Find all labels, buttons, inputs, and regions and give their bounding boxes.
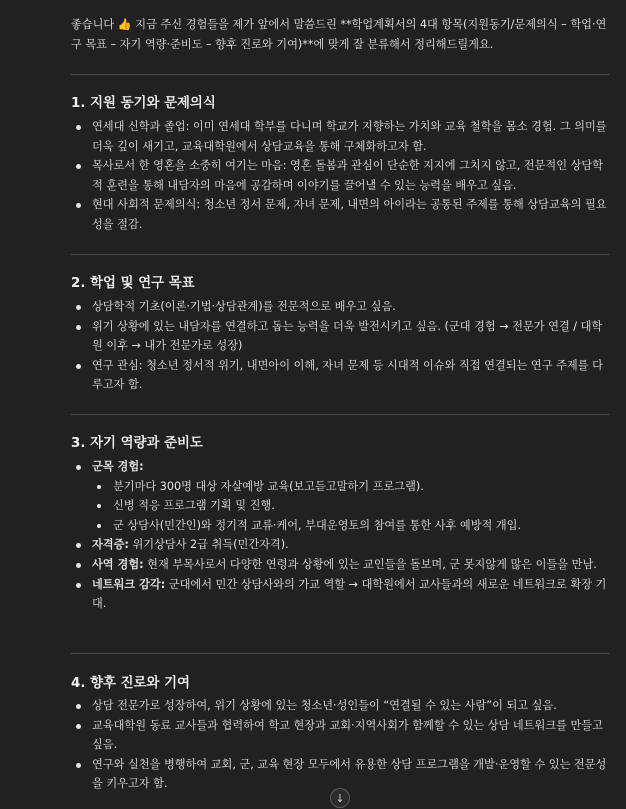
thumbs-up-icon: 👍 — [117, 18, 132, 31]
list-item — [71, 716, 611, 755]
bullet-icon — [76, 364, 81, 369]
bullet-icon — [76, 325, 81, 330]
network-label: 네트워크 감각: — [92, 577, 166, 591]
military-sublist — [92, 477, 611, 536]
network-text: 군대에서 민간 상담사와의 가교 역할 → 대학원에서 교사들과의 새로운 네트워크로 확장 기대. — [92, 577, 607, 611]
section-4-heading: 4. 향후 진로와 기여 — [71, 676, 190, 691]
list-item — [71, 297, 611, 317]
sub-list-item-text: 분기마다 300명 대상 자살예방 교육(보고듣고말하기 프로그램). — [113, 479, 424, 493]
section-2-heading: 2. 학업 및 연구 목표 — [71, 276, 195, 291]
bullet-icon — [76, 203, 81, 208]
list-item — [71, 317, 611, 356]
bullet-icon — [76, 465, 81, 470]
section-2-list — [71, 297, 611, 395]
list-item-text: 상담 전문가로 성장하여, 위기 상황에 있는 청소년·성인들이 “연결될 수 있는 사람”이 되고 싶음. — [92, 699, 557, 712]
sub-list-item-text: 신병 적응 프로그램 기획 및 진행. — [113, 499, 275, 513]
intro-text-2: 지금 주신 경험들을 제가 앞에서 말씀드린 **학업계획서의 4대 항목(지원동기/문제의식 – 학업·연구 목표 – 자기 역량·준비도 – 향후 진로와 기여)**에 맞게 잘 분류해서 정리해드릴게요. — [71, 18, 607, 51]
military-label: 군목 경험: — [92, 460, 144, 473]
intro-paragraph — [71, 15, 611, 54]
list-item-text: 현대 사회적 문제의식: 청소년 정서 문제, 자녀 문제, 내면의 아이라는 공통된 주제를 통해 상담교육의 필요성을 절감. — [92, 198, 607, 231]
bullet-icon — [97, 504, 101, 508]
arrow-down-icon: ↓ — [335, 792, 345, 805]
cert-text: 위기상담사 2급 취득(민간자격). — [128, 538, 289, 552]
section-3-heading: 3. 자기 역량과 준비도 — [71, 436, 203, 451]
divider — [71, 414, 609, 415]
divider — [71, 653, 609, 654]
list-item — [71, 575, 611, 614]
list-item-text: 상담학적 기초(이론·기법·상담관계)를 전문적으로 배우고 싶음. — [92, 300, 396, 313]
bullet-icon — [76, 543, 81, 548]
section-4-list — [71, 696, 611, 794]
bullet-icon — [76, 125, 81, 130]
list-item — [71, 117, 611, 156]
sub-list-item — [92, 496, 611, 516]
bullet-icon — [76, 563, 81, 568]
list-item — [71, 696, 611, 716]
bullet-icon — [76, 305, 81, 310]
list-item — [71, 555, 611, 575]
list-item-text: 연구 관심: 청소년 정서적 위기, 내면아이 이해, 자녀 문제 등 시대적 이슈와 직접 연결되는 연구 주제를 다루고자 함. — [92, 358, 603, 392]
sub-list-item-text: 군 상담사(민간인)와 정기적 교류·케어, 부대운영토의 참여를 통한 사후 예방적 개입. — [113, 518, 522, 532]
divider — [71, 254, 609, 255]
list-item-text: 교육대학원 동료 교사들과 협력하여 학교 현장과 교회·지역사회가 함께할 수 있는 상담 네트워크를 만들고 싶음. — [92, 718, 603, 752]
cert-label: 자격증: — [92, 538, 129, 552]
ministry-label: 사역 경험: — [92, 557, 144, 571]
ministry-text: 현재 부목사로서 다양한 연령과 상황에 있는 교인들을 돌보며, 군 못지않게 많은 이들을 만남. — [143, 557, 597, 571]
list-item-text: 목사로서 한 영혼을 소중히 여기는 마음: 영혼 돌봄과 관심이 단순한 지지에 그치지 않고, 전문적인 상담학적 훈련을 통해 내담자의 마음에 공감하며 이야기를 끌어낼 수 있는 능력을 배우고 싶음. — [92, 159, 604, 192]
list-item — [71, 156, 611, 195]
bullet-icon — [76, 704, 81, 709]
list-item-text: 연구와 실천을 병행하여 교회, 군, 교육 현장 모두에서 유용한 상담 프로그램을 개발·운영할 수 있는 전문성을 키우고자 함. — [92, 757, 607, 791]
list-item — [71, 535, 611, 555]
scroll-down-button[interactable] — [330, 788, 350, 808]
list-item — [71, 356, 611, 395]
intro-text-1: 좋습니다 — [71, 18, 118, 31]
sub-list-item — [92, 516, 611, 536]
section-1-list — [71, 117, 611, 235]
list-item — [71, 195, 611, 234]
bullet-icon — [76, 164, 81, 169]
divider — [71, 74, 609, 75]
list-item — [71, 457, 611, 535]
bullet-icon — [76, 583, 81, 588]
section-1-heading: 1. 지원 동기와 문제의식 — [71, 96, 216, 111]
section-3-list — [71, 457, 611, 614]
bullet-icon — [97, 485, 101, 489]
sub-list-item — [92, 477, 611, 497]
list-item-text: 연세대 신학과 졸업: 이미 연세대 학부를 다니며 학교가 지향하는 가치와 교육 철학을 몸소 경험. 그 의미를 더욱 깊이 새기고, 교육대학원에서 상담교육을 통해 구체화하고자 함. — [92, 120, 607, 153]
list-item-text: 위기 상황에 있는 내담자를 연결하고 돕는 능력을 더욱 발전시키고 싶음. (군대 경험 → 전문가 연결 / 대학원 이후 → 내가 전문가로 성장) — [92, 319, 603, 353]
bullet-icon — [97, 524, 101, 528]
bullet-icon — [76, 763, 81, 768]
bullet-icon — [76, 724, 81, 729]
